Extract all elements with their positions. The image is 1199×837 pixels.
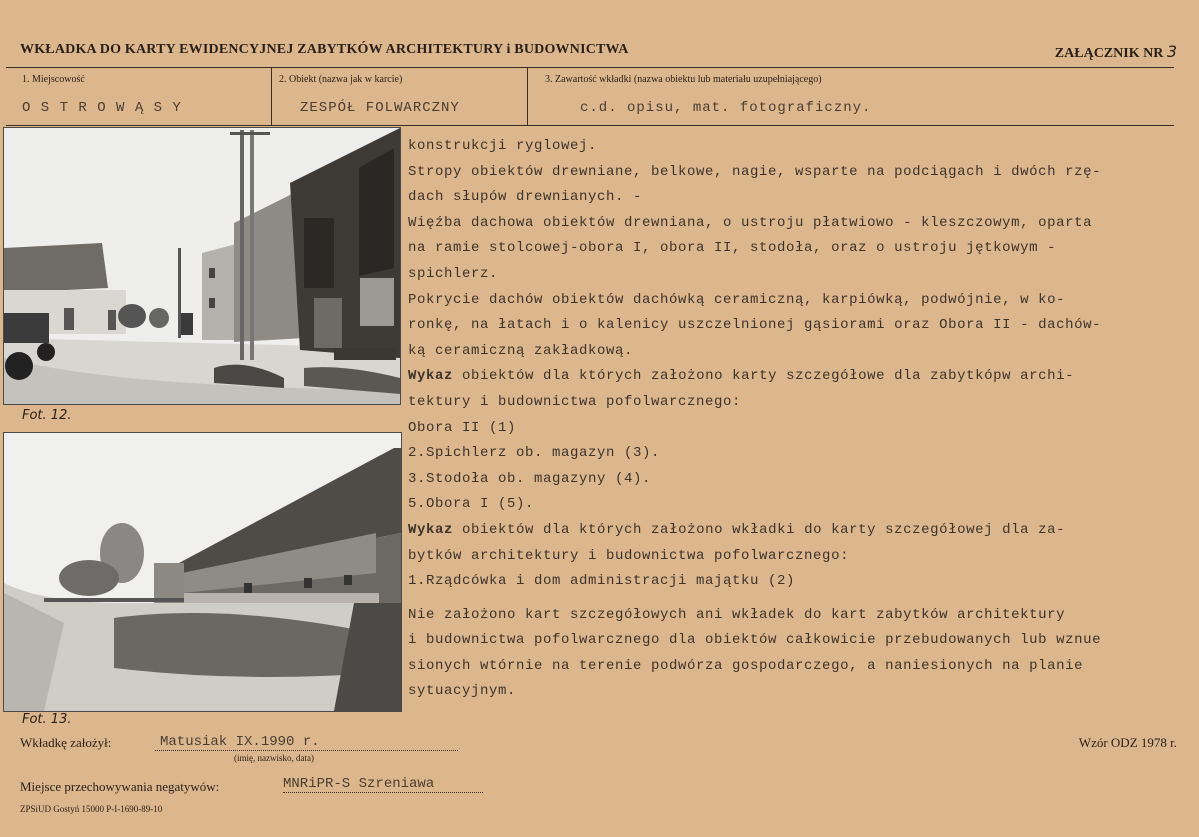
text-line: spichlerz. bbox=[408, 265, 499, 282]
object-value: ZESPÓŁ FOLWARCZNY bbox=[300, 100, 460, 116]
text-line: na ramie stolcowej-obora I, obora II, stodoła, oraz o ustroju jętkowym - bbox=[408, 240, 1057, 257]
text-line bbox=[408, 518, 1183, 544]
fields-rule bbox=[6, 125, 1174, 126]
text-line-rest: obiektów dla których założono karty szczegółowe dla zabytkópw archi- bbox=[462, 368, 1075, 385]
annex-label bbox=[1055, 42, 1177, 62]
photo-farm-buildings-2 bbox=[3, 432, 402, 712]
text-line: dach słupów drewnianych. - bbox=[408, 189, 643, 206]
text-line: Więźba dachowa obiektów drewniana, o ustroju płatwiowo - kleszczowym, oparta bbox=[408, 214, 1093, 231]
author-hint: (imię, nazwisko, data) bbox=[234, 753, 314, 763]
text-line: ką ceramiczną zakładkową. bbox=[408, 342, 634, 359]
text-line: 3.Stodoła ob. magazyny (4). bbox=[408, 470, 652, 487]
text-line: Pokrycie dachów obiektów dachówką ceramiczną, karpiówką, podwójnie, w ko- bbox=[408, 291, 1066, 308]
text-line: tektury i budownictwa pofolwarcznego: bbox=[408, 393, 742, 410]
content-label: 3. Zawartość wkładki (nazwa obiektu lub materiału uzupełniającego) bbox=[545, 74, 822, 85]
text-line: sytuacyjnym. bbox=[408, 683, 517, 700]
photo-2-image bbox=[4, 433, 401, 711]
text-line: konstrukcji ryglowej. bbox=[408, 138, 598, 154]
annex-number: 3 bbox=[1166, 42, 1177, 61]
text-line: sionych wtórnie na terenie podwórza gospodarczego, a naniesionych na planie bbox=[408, 657, 1084, 674]
author-label: Wkładkę założył: bbox=[20, 735, 112, 750]
negatives-value: MNRiPR-S Szreniawa bbox=[283, 776, 483, 793]
content-value: c.d. opisu, mat. fotograficzny. bbox=[580, 100, 872, 116]
header-rule bbox=[6, 67, 1174, 68]
pattern-label: Wzór ODZ 1978 r. bbox=[1078, 735, 1177, 750]
bold-heading-word: Wykaz bbox=[408, 521, 454, 538]
negatives-label: Miejsce przechowywania negatywów: bbox=[20, 779, 220, 794]
field-divider-2 bbox=[527, 67, 528, 125]
text-line: ronkę, na łatach i o kalenicy uszczelnionej gąsiorami oraz Obora II - dachów- bbox=[408, 317, 1102, 334]
text-line: 2.Spichlerz ob. magazyn (3). bbox=[408, 445, 661, 462]
photo-1-image bbox=[4, 128, 400, 404]
photo-2-caption: Fot. 13. bbox=[22, 712, 72, 727]
photo-1-caption: Fot. 12. bbox=[22, 408, 72, 423]
text-line bbox=[408, 364, 1183, 390]
annex-label-text: ZAŁĄCZNIK NR bbox=[1054, 46, 1164, 61]
text-line: Stropy obiektów drewniane, belkowe, nagie, wsparte na podciągach i dwóch rzę- bbox=[408, 163, 1102, 180]
bold-heading-word: Wykaz bbox=[408, 368, 454, 385]
text-line: Obora II (1) bbox=[408, 419, 517, 436]
print-info: ZPSiUD Gostyń 15000 P-I-1690-89-10 bbox=[20, 804, 163, 814]
text-line: Nie założono kart szczegółowych ani wkładek do kart zabytków architektury bbox=[408, 606, 1066, 623]
location-label: 1. Miejscowość bbox=[22, 74, 85, 85]
photo-farm-buildings-1 bbox=[3, 127, 401, 405]
text-line-rest: obiektów dla których założono wkładki do karty szczegółowej dla za- bbox=[462, 521, 1066, 538]
form-title: WKŁADKA DO KARTY EWIDENCYJNEJ ZABYTKÓW ARCHITEKTURY i BUDOWNICTWA bbox=[20, 42, 629, 57]
location-value: O S T R O W Ą S Y bbox=[22, 100, 182, 116]
field-divider-1 bbox=[271, 67, 272, 125]
text-line: bytków architektury i budownictwa pofolwarcznego: bbox=[408, 547, 850, 564]
description-text bbox=[408, 134, 1183, 705]
text-line: 1.Rządcówka i dom administracji majątku (2) bbox=[408, 573, 796, 590]
author-value: Matusiak IX.1990 r. bbox=[155, 734, 458, 751]
text-line: 5.Obora I (5). bbox=[408, 496, 535, 513]
text-line: i budownictwa pofolwarcznego dla obiektów całkowicie przebudowanych lub wznue bbox=[408, 632, 1102, 649]
object-label: 2. Obiekt (nazwa jak w karcie) bbox=[279, 74, 403, 85]
